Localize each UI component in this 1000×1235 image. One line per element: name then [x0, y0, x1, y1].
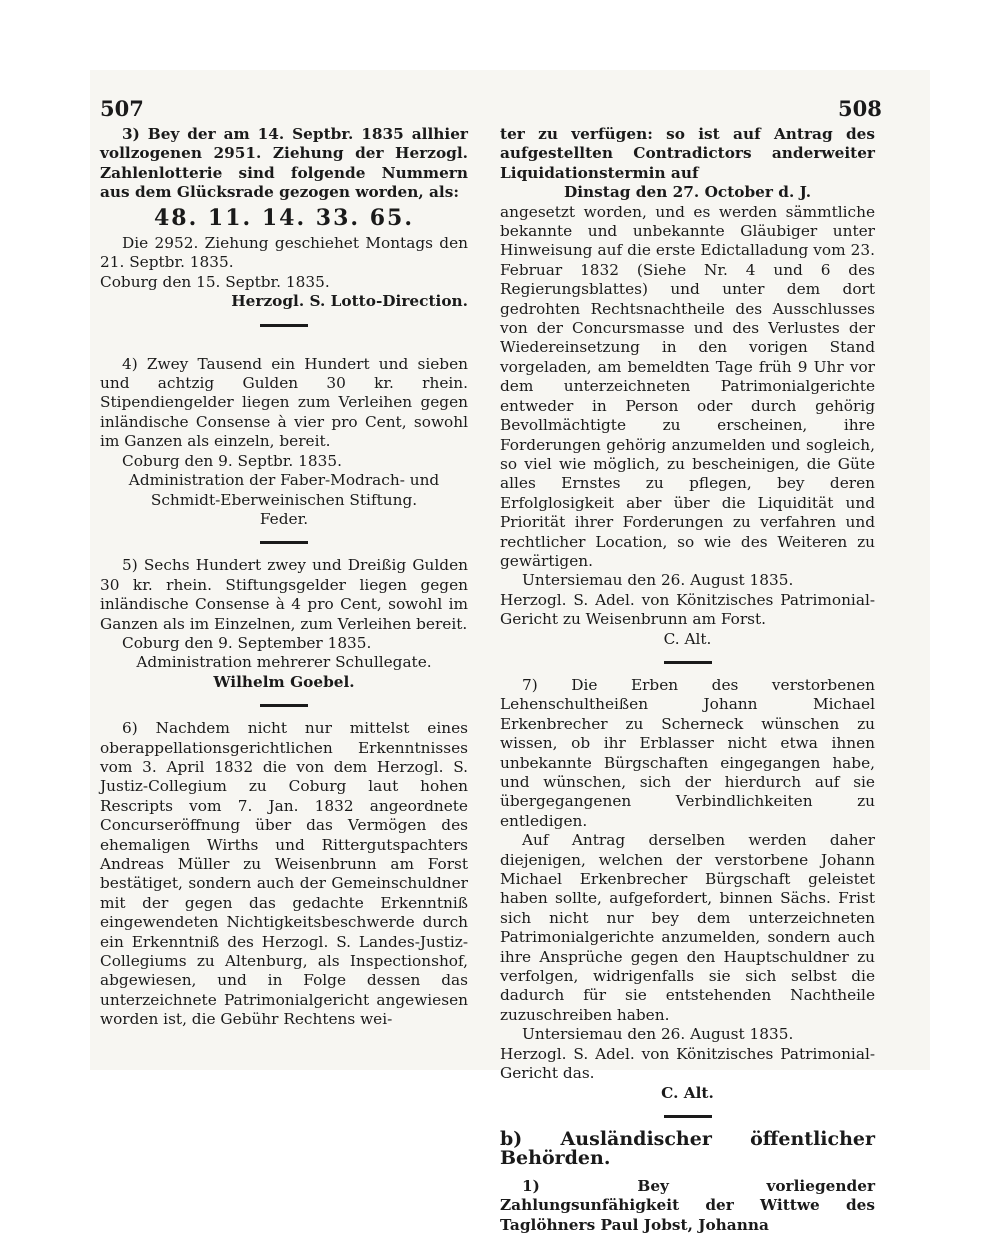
notice-6-text: 6) Nachdem nicht nur mittelst eines oberappellationsgerichtlichen Erkenntnisses vom 3. April 1832 die von dem Herzogl. S. Justiz-Collegium zu Coburg laut hohen Rescripts vom 7. Jan. 1832 angeordnete Concurseröffnung über das Vermögen des ehemaligen Wirths und Rittergutspachters Andreas Müller zu Weisenbrunn am Forst bestätiget, sondern auch der Gemeinschuldner mit der gegen das gedachte Erkenntniß eingewendeten Nichtigkeitsbeschwerde durch ein Erkenntniß des Herzogl. S. Landes-Justiz-Collegiums zu Altenburg, als Inspectionshof, abgewiesen, und in Folge dessen das unterzeichnete Patrimonialgericht angewiesen worden ist, die Gebühr Rechtens wei- — [100, 719, 468, 1029]
notice-5-text: 5) Sechs Hundert zwey und Dreißig Gulden 30 kr. rhein. Stiftungsgelder liegen gegen inländische Consense à 4 pro Cent, sowohl im Ganzen als im Einzelnen, zum Verleihen bereit. — [100, 556, 468, 633]
notice-7-text-2: Auf Antrag derselben werden daher diejenigen, welchen der verstorbene Johann Michael Erkenbrecher Bürgschaft geleistet haben sollte, aufgefordert, binnen Sächs. Frist sich nicht nur bey dem unterzeichneten Patrimonialgerichte anzumelden, sondern auch ihre Ansprüche gegen den Hauptschuldner zu verfolgen, widrigenfalls sie sich selbst die dadurch für sie entstehenden Nachtheile zuzuschreiben haben. — [500, 831, 875, 1024]
separator-rule — [260, 324, 308, 327]
notice-3-signature: Herzogl. S. Lotto-Direction. — [231, 292, 468, 311]
notice-5-name: Wilhelm Goebel. — [213, 672, 355, 691]
notice-6-place-date: Untersiemau den 26. August 1835. — [522, 571, 794, 590]
notice-6-continued-text: ter zu verfügen: so ist auf Antrag des aufgestellten Contradictors anderweiter Liquidationstermin auf — [500, 125, 875, 182]
separator-rule — [664, 1115, 712, 1118]
section-heading: b) Ausländischer öffentlicher Behörden. — [500, 1127, 875, 1170]
notice-4-place-date: Coburg den 9. Septbr. 1835. — [122, 451, 342, 470]
notice-b1-text: 1) Bey vorliegender Zahlungsunfähigkeit der Wittwe des Taglöhners Paul Jobst, Johanna — [500, 1176, 875, 1234]
notice-6-continued-text-2: angesetzt worden, und es werden sämmtliche bekannte und unbekannte Gläubiger unter Hinweisung auf die erste Edictalladung vom 23. Februar 1832 (Siehe Nr. 4 und 6 des Regierungsblattes) und unter dem dort gedrohten Rechtsnachtheile des Ausschlusses von der Concursmasse und des Verlustes der Wiedereinsetzung in den vorigen Stand vorgeladen, am bemeldten Tage früh 9 Uhr vor dem unterzeichneten Patrimonialgerichte entweder in Person oder durch gehörig Bevollmächtigte zu erscheinen, ihre Forderungen gehörig anzumelden und sogleich, so viel wie möglich, zu bescheinigen, die Güte alles Ernstes zu pflegen, bey deren Erfolglosigkeit aber über die Liquidität und Priorität ihrer Forderungen zu verfahren und rechtlicher Location, so wie des Weiteren zu gewärtigen. — [500, 202, 875, 570]
page-number-right: 508 — [838, 96, 882, 121]
notice-4-signature: Administration der Faber-Modrach- und Schmidt-Eberweinischen Stiftung. — [128, 471, 440, 509]
notice-3-text: 3) Bey der am 14. Septbr. 1835 allhier vollzogenen 2951. Ziehung der Herzogl. Zahlenlotterie sind folgende Nummern aus dem Glücksrade gezogen worden, als: — [100, 125, 468, 202]
notice-5-place-date: Coburg den 9. September 1835. — [122, 633, 372, 652]
lottery-numbers: 48. 11. 14. 33. 65. — [153, 204, 414, 231]
notice-6-name: C. Alt. — [663, 629, 712, 648]
notice-6-date: Dinstag den 27. October d. J. — [563, 183, 812, 202]
left-column — [100, 125, 468, 1030]
notice-7-place-date: Untersiemau den 26. August 1835. — [522, 1025, 794, 1044]
notice-7-text: 7) Die Erben des verstorbenen Lehenschultheißen Johann Michael Erkenbrecher zu Scherneck wünschen zu wissen, ob ihr Erblasser nicht etwa ihnen unbekannte Bürgschaften eingegangen habe, und wünschen, sich der hierdurch auf sie übergegangenen Verbindlichkeiten zu entledigen. — [500, 675, 875, 830]
notice-4-text: 4) Zwey Tausend ein Hundert und sieben und achtzig Gulden 30 kr. rhein. Stipendiengelder liegen zum Verleihen gegen inländische Consense à vier pro Cent, sowohl im Ganzen als einzeln, bereit. — [100, 354, 468, 451]
notice-5-signature: Administration mehrerer Schullegate. — [136, 653, 432, 672]
notice-3-place-date: Coburg den 15. Septbr. 1835. — [100, 272, 330, 291]
separator-rule — [260, 541, 308, 544]
page-number-left: 507 — [100, 96, 144, 121]
separator-rule — [664, 661, 712, 664]
separator-rule — [260, 704, 308, 707]
notice-3-next-draw: Die 2952. Ziehung geschiehet Montags den 21. Septbr. 1835. — [100, 234, 468, 272]
notice-7-signature: Herzogl. S. Adel. von Könitzisches Patrimonial-Gericht das. — [500, 1044, 875, 1083]
right-column — [500, 125, 875, 1235]
notice-6-signature: Herzogl. S. Adel. von Könitzisches Patrimonial-Gericht zu Weisenbrunn am Forst. — [500, 590, 875, 629]
notice-4-name: Feder. — [259, 509, 309, 528]
notice-7-name: C. Alt. — [661, 1083, 714, 1102]
